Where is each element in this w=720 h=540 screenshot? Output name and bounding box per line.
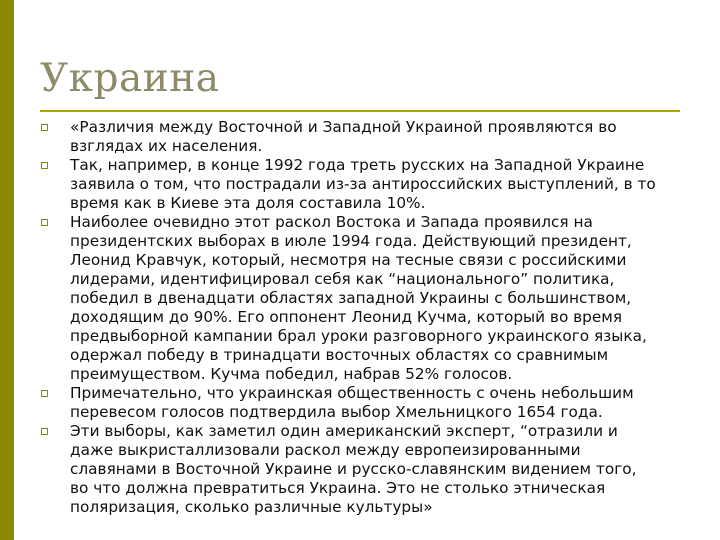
bullet-text-line: даже выкристаллизовали раскол между европеизированными (70, 441, 581, 459)
bullet-text-line: во что должна превратиться Украина. Это не столько этническая (70, 479, 606, 497)
bullet-text-line: одержал победу в тринадцати восточных областях со сравнимым (70, 346, 609, 364)
bullet-item (34, 213, 706, 384)
bullet-list (34, 118, 706, 517)
bullet-text-line: заявила о том, что пострадали из-за антироссийских выступлений, в то (70, 175, 656, 193)
square-bullet-icon (41, 428, 48, 435)
bullet-item (34, 156, 706, 213)
bullet-item (34, 118, 706, 156)
left-accent-bar (0, 0, 14, 540)
title-underline (40, 110, 680, 112)
bullet-text-line: время как в Киеве эта доля составила 10%. (70, 194, 426, 212)
bullet-text-line: «Различия между Восточной и Западной Украиной проявляются во (70, 118, 617, 136)
bullet-text-line: Так, например, в конце 1992 года треть русских на Западной Украине (70, 156, 645, 174)
bullet-item (34, 384, 706, 422)
bullet-text-line: перевесом голосов подтвердила выбор Хмельницкого 1654 года. (70, 403, 603, 421)
bullet-text-line: славянами в Восточной Украине и русско-славянским видением того, (70, 460, 637, 478)
bullet-text-line: поляризация, сколько различные культуры» (70, 498, 433, 516)
bullet-text-line: Леонид Кравчук, который, несмотря на тесные связи с российскими (70, 251, 627, 269)
bullet-text-line: лидерами, идентифицировал себя как “национального” политика, (70, 270, 615, 288)
slide-title: Украина (40, 56, 220, 101)
bullet-text-line: Эти выборы, как заметил один американский эксперт, “отразили и (70, 422, 618, 440)
square-bullet-icon (41, 390, 48, 397)
bullet-text-line: взглядах их населения. (70, 137, 263, 155)
bullet-item (34, 422, 706, 517)
bullet-text-line: предвыборной кампании брал уроки разговорного украинского языка, (70, 327, 647, 345)
bullet-text-line: доходящим до 90%. Его оппонент Леонид Кучма, который во время (70, 308, 623, 326)
bullet-text-line: победил в двенадцати областях западной Украины с большинством, (70, 289, 632, 307)
bullet-text-line: Примечательно, что украинская общественность с очень небольшим (70, 384, 634, 402)
square-bullet-icon (41, 124, 48, 131)
bullet-text-line: преимуществом. Кучма победил, набрав 52% голосов. (70, 365, 513, 383)
square-bullet-icon (41, 219, 48, 226)
square-bullet-icon (41, 162, 48, 169)
bullet-text-line: Наиболее очевидно этот раскол Востока и Запада проявился на (70, 213, 593, 231)
bullet-text-line: президентских выборах в июле 1994 года. Действующий президент, (70, 232, 632, 250)
